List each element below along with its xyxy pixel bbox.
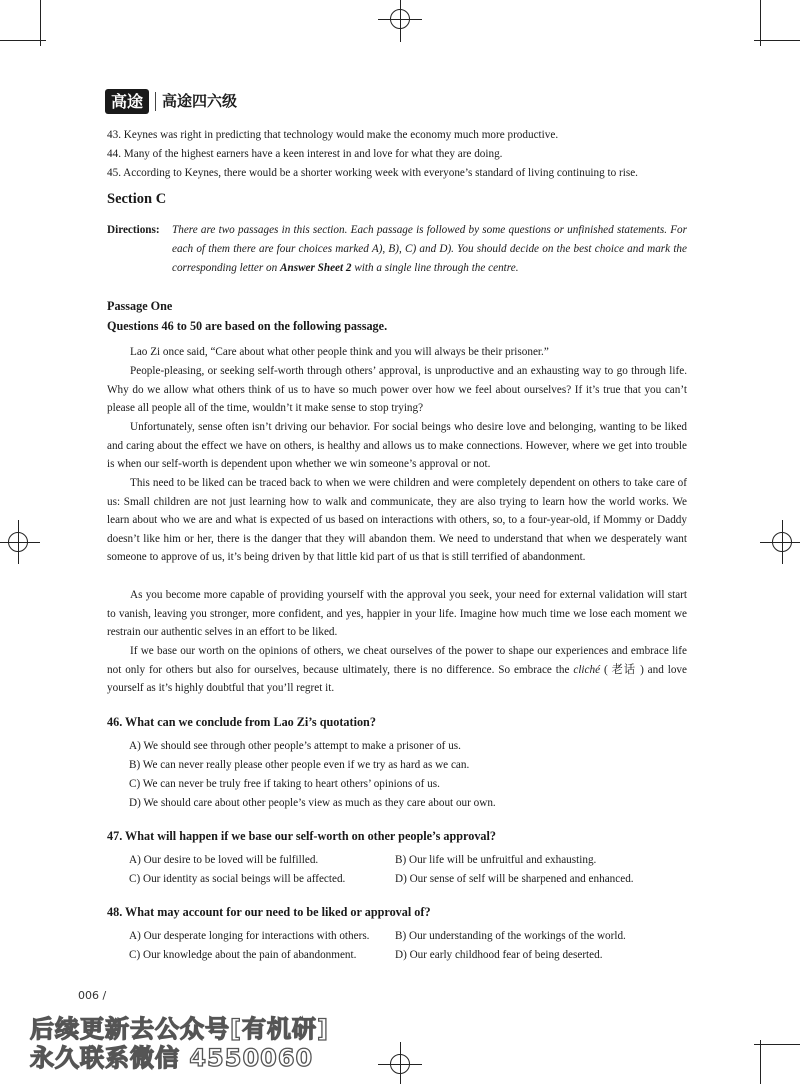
crop-mark <box>782 520 783 564</box>
passage-paragraph: As you become more capable of providing yourself with the approval you seek, your need for external validation will start to vanish, leaving you stronger, more confident, and yes, happier in your life. Imagine how much time we lose each moment we restrain our authentic selves in an effort to be liked. <box>107 589 687 639</box>
crop-mark <box>760 1040 761 1084</box>
question-47: 47. What will happen if we base our self-worth on other people’s approval? <box>107 829 497 843</box>
crop-mark <box>400 1042 401 1084</box>
crop-mark <box>0 542 40 543</box>
statement-45: 45. According to Keynes, there would be a shorter working week with everyone’s standard of living continuing to rise. <box>107 167 638 179</box>
page-number: 006 / <box>78 989 107 1002</box>
answer-sheet-label: Answer Sheet 2 <box>280 262 352 274</box>
paragraph-text: ( 老话 ) and love yourself as it’s highly doubtful that you’ll regret it. <box>107 663 687 695</box>
question-48: 48. What may account for our need to be liked or approval of? <box>107 905 431 919</box>
brand-name: 高途四六级 <box>162 92 238 110</box>
section-title: Section C <box>107 191 167 207</box>
option-47-d: D) Our sense of self will be sharpened and enhanced. <box>395 873 634 885</box>
paragraph-text: If we base our worth on the opinions of others, we cheat ourselves of the power to shape our experiences and embrace life not only for others but also for ourselves, because ultimately, there is no difference. So embrace the <box>107 645 687 676</box>
option-48-b: B) Our understanding of the workings of the world. <box>395 930 626 942</box>
passage-instruction: Questions 46 to 50 are based on the following passage. <box>107 319 388 333</box>
crop-mark <box>18 520 19 564</box>
crop-mark <box>760 542 800 543</box>
directions-text-after: with a single line through the centre. <box>351 262 519 274</box>
option-47-c: C) Our identity as social beings will be affected. <box>129 873 346 885</box>
brand-divider <box>155 92 156 111</box>
crop-mark <box>754 40 800 41</box>
option-46-d: D) We should care about other people’s view as much as they care about our own. <box>129 797 496 809</box>
passage-paragraph: Unfortunately, sense often isn’t driving our behavior. For social beings who desire love and belonging, wanting to be liked and caring about the effect we have on others, is healthy and allows us to make connections. However, where we get into trouble is when our self-worth is dependent upon whether we win someone’s approval or not. <box>107 421 687 471</box>
passage-paragraph: This need to be liked can be traced back to when we were children and were completely dependent on others to take care of us: Small children are not just learning how to walk and communicate, they are also trying to learn how the world works. We learn about who we are and what is expected of us based on interactions with others, so, to a four-year-old, if Mommy or Daddy doesn’t like him or her, there is the danger that they will abandon them. We need to understand that when we desperately want someone to approve of us, it’s being driven by that little kid part of us that is still terrified of abandonment. <box>107 477 687 564</box>
question-46: 46. What can we conclude from Lao Zi’s quotation? <box>107 715 376 729</box>
option-46-a: A) We should see through other people’s attempt to make a prisoner of us. <box>129 740 461 752</box>
passage-paragraph: People-pleasing, or seeking self-worth through others’ approval, is unproductive and an exhausting way to go through life. Why do we allow what others think of us to have so much power over how we feel about ourselves? If it’s true that you can’t please all people all of the time, wouldn’t it make sense to stop trying? <box>107 365 687 415</box>
watermark-line-1: 后续更新去公众号[有机研] <box>30 1015 329 1043</box>
passage-paragraph: Lao Zi once said, “Care about what other people think and you will always be their prisoner.” <box>130 346 549 358</box>
passage-title: Passage One <box>107 299 173 313</box>
option-46-b: B) We can never really please other people even if we try as hard as we can. <box>129 759 470 771</box>
passage-paragraph <box>107 642 687 698</box>
directions-text-before: There are two passages in this section. Each passage is followed by some questions or unfinished statements. For each of them there are four choices marked A), B), C) and D). You should decide on the best choice and mark the corresponding letter on <box>172 224 687 274</box>
directions-label: Directions: <box>107 224 160 236</box>
brand-logo: 高途 <box>105 89 149 114</box>
statement-44: 44. Many of the highest earners have a keen interest in and love for what they are doing. <box>107 148 503 160</box>
option-48-c: C) Our knowledge about the pain of abandonment. <box>129 949 357 961</box>
watermark-line-2: 永久联系微信 4550060 <box>30 1044 314 1072</box>
option-47-b: B) Our life will be unfruitful and exhausting. <box>395 854 597 866</box>
option-48-d: D) Our early childhood fear of being deserted. <box>395 949 603 961</box>
option-48-a: A) Our desperate longing for interactions with others. <box>129 930 370 942</box>
option-47-a: A) Our desire to be loved will be fulfilled. <box>129 854 319 866</box>
crop-mark <box>754 1044 800 1045</box>
directions-text <box>172 221 687 278</box>
crop-mark <box>0 40 46 41</box>
statement-43: 43. Keynes was right in predicting that technology would make the economy much more productive. <box>107 129 559 141</box>
crop-mark <box>400 0 401 42</box>
cliche-term: cliché <box>573 663 601 676</box>
option-46-c: C) We can never be truly free if taking to heart others’ opinions of us. <box>129 778 440 790</box>
